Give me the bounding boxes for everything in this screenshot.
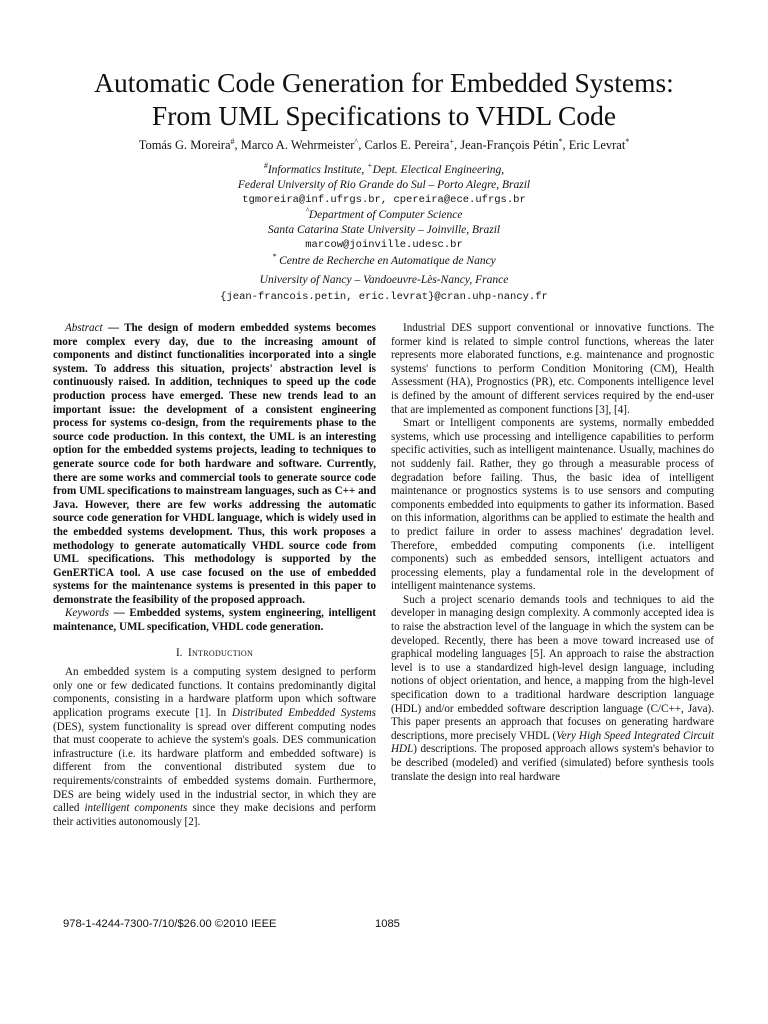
body-paragraph [391,594,714,784]
author-email: tgmoreira@inf.ufrgs.br, cpereira@ece.ufrgs.br [242,194,526,206]
section-title: Introduction [187,646,254,659]
author-email: {jean-francois.petin, eric.levrat}@cran.uhp-nancy.fr [220,291,548,303]
keywords [53,607,376,634]
body-text: since they make decisions and perform their activities autonomously [2]. [53,802,377,828]
emphasis-text: intelligent components [84,802,188,815]
affiliation-text: Department of Computer Science [308,209,463,221]
body-paragraph: Industrial DES support conventional or innovative functions. The former kind is related to simple control functions, whereas the later represents more elaborated functions, e.g. maintenance and prognostic systems' functions to perform Condition Monitoring (CM), Health Assessment (HA), Prognostics (PR), etc. Components intelligence level is defined by the amount of different services required by the end-user that are implemented as component functions [3], [4]. [391,322,714,416]
emphasis-text: Very High Speed Integrated Circuit HDL [391,729,714,756]
body-paragraph: Smart or Intelligent components are systems, normally embedded systems, which use processing and intelligence capabilities to perform specific activities, such as intelligent maintenance. Usually, machines do not suddenly fail. Rather, they go through a measurable process of degradation before failing. Thus, the basic idea of intelligent maintenance or prognostics systems is to use sensors and computing components embedded into equipments to gather its information. Based on this information, algorithms can be applied to estimate the health and to predict failure in order to assess machines' degradation level. Therefore, embedded computing components (i.e. intelligent components) such as embedded sensors, intelligent actuators and processing elements, play a fundamental role in the development of intelligent maintenance systems. [391,417,714,593]
affiliation-line [30,254,738,269]
author-name: Marco A. Wehrmeister [240,138,355,152]
affiliation-line [30,163,738,178]
author-name: Eric Levrat [568,138,626,152]
section-heading [53,647,376,661]
author-mark: * [558,136,563,146]
affiliation-line: University of Nancy – Vandoeuvre-Lès-Nancy, France [259,274,509,286]
abstract-label: Abstract [65,322,103,334]
body-text: Such a project scenario demands tools and techniques to aid the developer in managing design complexity. A commonly accepted idea is to raise the abstraction level of the language in which the system can be developed. Recently, there has been a move toward increased use of graphical modeling languages [5]. An approach to raise the abstraction level is to use a standardized high-level design language, including notions of object orientation, and hence, a mapping from the high-level specification down to a traditional hardware description language (HDL) and/or embedded software description language (C/C++, Java). This paper presents an approach that focuses on generating hardware descriptions, more precisely VHDL ( [391,593,714,742]
page-number: 1085 [375,918,400,930]
affiliation-line: Federal University of Rio Grande do Sul – Porto Alegre, Brazil [237,179,531,191]
keywords-text: — Embedded systems, system engineering, intelligent maintenance, UML specification, VHDL code generation. [53,607,376,634]
keywords-label: Keywords [65,607,109,620]
author-name: Tomás G. Moreira [138,138,231,152]
affiliation-text: Dept. Electical Engineering, [372,164,505,176]
intro-paragraph [53,666,376,829]
footer-copyright: 978-1-4244-7300-7/10/$26.00 ©2010 IEEE [63,918,277,930]
affiliation-mark: ^ [305,206,309,216]
affiliation-mark: # [263,161,268,171]
affiliation-mark: * [272,252,277,262]
author-mark: + [449,136,454,146]
body-text: An embedded system is a computing system designed to perform only one or few dedicated functions. It contains predominantly digital components, consisting in a hardware platform upon which software application programs execute [1]. In [53,666,376,720]
affiliation-line: Santa Catarina State University – Joinville, Brazil [267,224,501,236]
author-list: Tomás G. Moreira#, Marco A. Wehrmeister^, Carlos E. Pereira+, Jean-François Pétin*, Eric Levrat* [138,136,630,152]
title-line-2: From UML Specifications to VHDL Code [151,100,617,131]
abstract [53,322,376,607]
author-mark: # [230,136,235,146]
body-text: ) descriptions. The proposed approach allows system's behavior to be described (modeled) and verified (simulated) before synthesis tools translate the design into real hardware [391,743,714,783]
paper-title [30,66,738,132]
author-email: marcow@joinville.udesc.br [305,239,463,251]
author-mark: ^ [354,136,359,146]
affiliation-text: Centre de Recherche en Automatique de Nancy [276,255,496,267]
affiliation-mark: + [367,161,373,171]
section-number: I. [175,646,183,659]
affiliation-line [30,208,738,223]
affiliation-text: Informatics Institute, [267,164,368,176]
author-name: Carlos E. Pereira [364,138,450,152]
abstract-text: — The design of modern embedded systems becomes more complex every day, due to the increasing amount of components and distinct functionalities incorporated into a single system. To address this situation, projects' abstraction level is continuously raised. In addition, techniques to speed up the code production process have emerged. These new trends lead to an important issue: the development of a consistent engineering process for systems co-design, from the requirements phase to the source code production. In this context, the UML is an interesting option for the embedded systems projects, leading to techniques to generate source code for both hardware and software. Currently, there are some works and commercial tools to generate source code from UML specifications to mainstream languages, such as C++ and Java. However, there are few works addressing the automatic source code generation for VHDL language, which is widely used in the embedded systems development. Thus, this work proposes a methodology to generate automatically VHDL source code from UML specifications. This methodology is supported by the GenERTiCA tool. A use case focused on the use of embedded systems for the maintenance systems is presented in this paper to demonstrate the feasibility of the proposed approach. [53,322,376,606]
body-text: (DES), system functionality is spread over different computing nodes that must cooperate to achieve the system's goals. DES communication infrastructure (i.e. its hardware platform and embedded software) is different from the conventional distributed system due to requirements/constraints of embedded systems domain. Furthermore, DES are being widely used in the industrial sector, in which they are called [53,720,376,815]
author-name: Jean-François Pétin [460,138,559,152]
emphasis-text: Distributed Embedded Systems [231,707,376,720]
left-column [53,322,376,829]
title-line-1: Automatic Code Generation for Embedded Systems: [94,67,674,98]
author-mark: * [625,136,630,146]
right-column [391,322,714,784]
